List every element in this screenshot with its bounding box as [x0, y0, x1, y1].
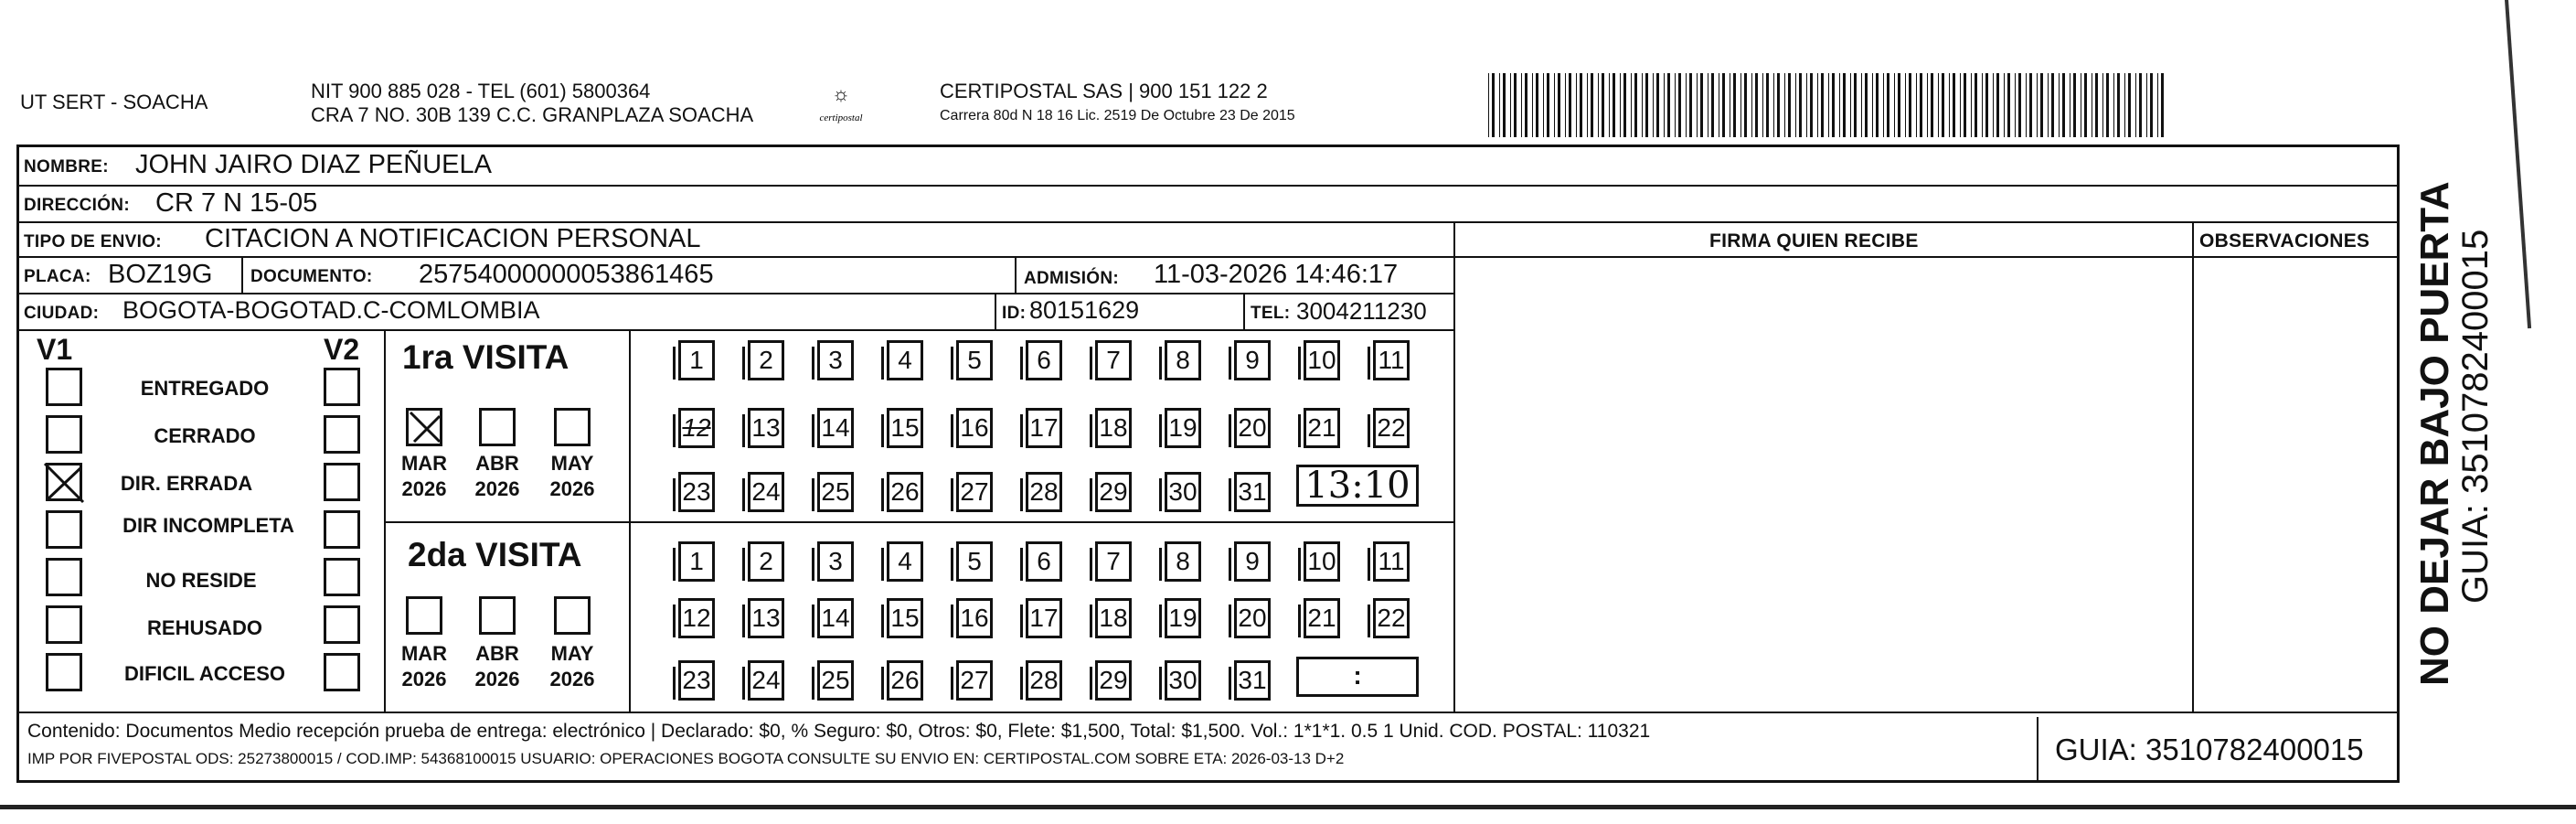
barcode-bar: [1558, 73, 1560, 137]
barcode-bar: [1850, 73, 1851, 137]
barcode-bar: [1656, 73, 1659, 137]
barcode-bar: [1514, 73, 1517, 137]
first-visit-day-7[interactable]: 7: [1095, 340, 1132, 380]
second-visit-day-4[interactable]: 4: [887, 541, 923, 582]
barcode-bar: [1971, 73, 1972, 137]
barcode-bar: [1832, 73, 1835, 137]
second-visit-day-16[interactable]: 16: [956, 598, 993, 638]
barcode-bar: [1854, 73, 1857, 137]
first-visit-day-8[interactable]: 8: [1165, 340, 1201, 380]
second-visit-day-17[interactable]: 17: [1026, 598, 1062, 638]
barcode-bar: [1795, 73, 1796, 137]
barcode-bar: [2150, 73, 2153, 137]
first-month-may-checkbox[interactable]: [554, 408, 591, 446]
tel-value: 3004211230: [1296, 297, 1427, 325]
first-visit-day-2[interactable]: 2: [748, 340, 784, 380]
first-visit-day-20[interactable]: 20: [1234, 408, 1271, 448]
documento-value: 25754000000053861465: [419, 260, 714, 289]
barcode-bar: [2018, 73, 2021, 137]
divider: [995, 293, 996, 329]
divider: [2192, 221, 2194, 256]
second-visit-day-21[interactable]: 21: [1304, 598, 1340, 638]
barcode-bar: [1744, 73, 1747, 137]
barcode-bar: [1828, 73, 1829, 137]
first-month-mar-checkbox[interactable]: [406, 408, 442, 446]
first-visit-day-9[interactable]: 9: [1234, 340, 1271, 380]
barcode-bar: [1839, 73, 1840, 137]
reason-dir-errada: DIR. ERRADA: [120, 472, 253, 495]
first-visit-day-6[interactable]: 6: [1026, 340, 1062, 380]
first-visit-day-17[interactable]: 17: [1026, 408, 1062, 448]
barcode-bar: [1536, 73, 1538, 137]
first-visit-day-31[interactable]: 31: [1234, 472, 1271, 512]
first-visit-label: 1ra VISITA: [402, 338, 569, 376]
visit-months: [384, 329, 631, 712]
nit-line: NIT 900 885 028 - TEL (601) 5800364: [311, 80, 651, 102]
barcode-bar: [1667, 73, 1670, 137]
barcode-bar: [1755, 73, 1758, 137]
first-visit-day-5[interactable]: 5: [956, 340, 993, 380]
barcode-bar: [1982, 73, 1983, 137]
barcode-bar: [1777, 73, 1780, 137]
second-visit-day-7[interactable]: 7: [1095, 541, 1132, 582]
license-line: Carrera 80d N 18 16 Lic. 2519 De Octubre 23 De 2015: [940, 108, 1295, 123]
second-month-mar-checkbox[interactable]: [406, 596, 442, 635]
id-value: 80151629: [1029, 296, 1140, 324]
direccion-value: CR 7 N 15-05: [155, 188, 318, 218]
first-visit-day-22[interactable]: 22: [1373, 408, 1410, 448]
second-month-abr-label: ABR: [475, 642, 519, 665]
first-year-mar-label: 2026: [401, 477, 447, 500]
barcode-bar: [1975, 73, 1977, 137]
barcode-bar: [1525, 73, 1528, 137]
barcode-bar: [2015, 73, 2016, 137]
first-year-may-label: 2026: [549, 477, 595, 500]
second-visit-day-8[interactable]: 8: [1165, 541, 1201, 582]
barcode-bar: [1576, 73, 1577, 137]
first-visit-day-12[interactable]: 12: [678, 408, 715, 448]
second-month-may-label: MAY: [550, 642, 594, 665]
svg-text:☼: ☼: [831, 82, 851, 105]
admision-label: ADMISIÓN:: [1024, 269, 1120, 288]
barcode-bar: [1620, 73, 1621, 137]
second-visit-day-29[interactable]: 29: [1095, 660, 1132, 701]
first-visit-time[interactable]: 13:10: [1296, 465, 1419, 507]
v2-checkbox-cerrado[interactable]: [324, 415, 360, 454]
barcode-bar: [1920, 73, 1922, 137]
first-visit-day-23[interactable]: 23: [678, 472, 715, 512]
barcode-bar: [1543, 73, 1544, 137]
observaciones-label: OBSERVACIONES: [2199, 230, 2370, 251]
second-visit-day-30[interactable]: 30: [1165, 660, 1201, 701]
id-label: ID:: [1002, 304, 1027, 323]
first-visit-day-24[interactable]: 24: [748, 472, 784, 512]
ciudad-label: CIUDAD:: [24, 304, 100, 323]
barcode-bar: [1927, 73, 1928, 137]
second-visit-day-2[interactable]: 2: [748, 541, 784, 582]
first-visit-day-11[interactable]: 11: [1373, 340, 1410, 380]
barcode-bar: [2095, 73, 2098, 137]
second-visit-day-10[interactable]: 10: [1304, 541, 1340, 582]
divider: [1015, 256, 1017, 293]
first-year-abr-label: 2026: [474, 477, 520, 500]
barcode-bar: [2102, 73, 2103, 137]
first-visit-day-16[interactable]: 16: [956, 408, 993, 448]
second-year-may-label: 2026: [549, 668, 595, 690]
barcode-bar: [1569, 73, 1571, 137]
barcode-bar: [1700, 73, 1703, 137]
barcode-bar: [1532, 73, 1533, 137]
second-visit-day-19[interactable]: 19: [1165, 598, 1201, 638]
barcode-bar: [1521, 73, 1522, 137]
first-month-mar-label: MAR: [400, 452, 448, 475]
first-visit-day-1[interactable]: 1: [678, 340, 715, 380]
first-visit-day-28[interactable]: 28: [1026, 472, 1062, 512]
barcode-bar: [1905, 73, 1906, 137]
divider: [384, 521, 629, 523]
page-edge-bottom: [0, 805, 2576, 809]
barcode-bar: [1602, 73, 1604, 137]
reason-dificil-acceso: DIFICIL ACCESO: [123, 662, 285, 685]
reason-entregado: ENTREGADO: [140, 377, 270, 400]
second-year-abr-label: 2026: [474, 668, 520, 690]
barcode-bar: [2029, 73, 2032, 137]
barcode-bar: [1916, 73, 1917, 137]
imp-line: IMP POR FIVEPOSTAL ODS: 25273800015 / COD.IMP: 54368100015 USUARIO: OPERACIONES BOGOTA CONSULTE SU ENVIO EN: CERTIPOSTAL.COM SOBRE ETA: 2026-03-13 D+2: [27, 750, 1345, 767]
row-direccion: [16, 185, 2400, 223]
row-placa: [16, 256, 1453, 294]
reason-no-reside: NO RESIDE: [145, 569, 257, 592]
first-visit-day-19[interactable]: 19: [1165, 408, 1201, 448]
barcode-bar: [1591, 73, 1593, 137]
barcode-bar: [1675, 73, 1676, 137]
first-visit-day-25[interactable]: 25: [817, 472, 854, 512]
barcode-bar: [1953, 73, 1955, 137]
first-month-abr-label: ABR: [475, 452, 519, 475]
first-visit-day-27[interactable]: 27: [956, 472, 993, 512]
page-edge-right: [2505, 0, 2531, 328]
barcode-bar: [1865, 73, 1868, 137]
first-visit-day-18[interactable]: 18: [1095, 408, 1132, 448]
barcode-bar: [1554, 73, 1555, 137]
barcode-bar: [1631, 73, 1632, 137]
barcode-bar: [1799, 73, 1802, 137]
barcode-bar: [1678, 73, 1681, 137]
second-visit-day-3[interactable]: 3: [817, 541, 854, 582]
barcode-bar: [1634, 73, 1637, 137]
second-visit-day-11[interactable]: 11: [1373, 541, 1410, 582]
side-guia: GUIA: 3510782400015: [2455, 229, 2496, 604]
barcode-bar: [1492, 73, 1495, 137]
barcode-bar: [1623, 73, 1626, 137]
barcode-bar: [1686, 73, 1687, 137]
barcode-bar: [1876, 73, 1879, 137]
direccion-label: DIRECCIÓN:: [24, 196, 130, 215]
second-visit-time[interactable]: :: [1296, 657, 1419, 697]
barcode-bar: [1580, 73, 1582, 137]
barcode-bar: [1598, 73, 1599, 137]
first-visit-day-13[interactable]: 13: [748, 408, 784, 448]
barcode-bar: [2106, 73, 2109, 137]
v2-checkbox-rehusado[interactable]: [324, 605, 360, 644]
row-nombre: [16, 144, 2400, 187]
barcode-bar: [1861, 73, 1862, 137]
barcode-bar: [1806, 73, 1807, 137]
divider: [241, 256, 243, 293]
office-name: UT SERT - SOACHA: [20, 91, 208, 113]
second-month-mar-label: MAR: [400, 642, 448, 665]
barcode: [1488, 73, 2174, 137]
second-visit-day-26[interactable]: 26: [887, 660, 923, 701]
barcode-bar: [1565, 73, 1566, 137]
barcode-bar: [1964, 73, 1966, 137]
observations-area[interactable]: [2194, 256, 2400, 712]
v2-checkbox-no-reside[interactable]: [324, 558, 360, 596]
v2-checkbox-dir-incompleta[interactable]: [324, 510, 360, 549]
divider: [1243, 293, 1245, 329]
first-visit-day-4[interactable]: 4: [887, 340, 923, 380]
tipo-value: CITACION A NOTIFICACION PERSONAL: [205, 224, 701, 253]
barcode-bar: [1996, 73, 1999, 137]
company-line: CERTIPOSTAL SAS | 900 151 122 2: [940, 80, 1268, 102]
second-visit-day-14[interactable]: 14: [817, 598, 854, 638]
barcode-bar: [1689, 73, 1692, 137]
barcode-bar: [1499, 73, 1500, 137]
barcode-bar: [1645, 73, 1648, 137]
barcode-bar: [1942, 73, 1944, 137]
admision-value: 11-03-2026 14:46:17: [1154, 260, 1399, 289]
barcode-bar: [1883, 73, 1884, 137]
second-visit-day-9[interactable]: 9: [1234, 541, 1271, 582]
second-visit-day-23[interactable]: 23: [678, 660, 715, 701]
second-visit-day-18[interactable]: 18: [1095, 598, 1132, 638]
barcode-bar: [2048, 73, 2049, 137]
barcode-bar: [1773, 73, 1774, 137]
barcode-bar: [1898, 73, 1900, 137]
barcode-bar: [1547, 73, 1549, 137]
barcode-bar: [1810, 73, 1813, 137]
barcode-bar: [1722, 73, 1725, 137]
reason-dir-incompleta: DIR INCOMPLETA: [122, 514, 294, 537]
guia-box: GUIA: 3510782400015: [2037, 717, 2399, 783]
v1-label: V1: [37, 333, 73, 366]
firma-label: FIRMA QUIEN RECIBE: [1709, 230, 1919, 251]
signature-header: [1453, 221, 2400, 258]
second-visit-day-31[interactable]: 31: [1234, 660, 1271, 701]
barcode-bar: [1993, 73, 1994, 137]
barcode-bar: [2084, 73, 2087, 137]
second-visit-day-28[interactable]: 28: [1026, 660, 1062, 701]
barcode-bar: [1909, 73, 1911, 137]
tipo-label: TIPO DE ENVIO:: [24, 232, 162, 251]
ciudad-value: BOGOTA-BOGOTAD.C-COMLOMBIA: [122, 296, 540, 324]
second-visit-day-13[interactable]: 13: [748, 598, 784, 638]
status-section: [16, 329, 386, 712]
v2-label: V2: [324, 333, 360, 366]
second-month-abr-checkbox[interactable]: [479, 596, 516, 635]
placa-value: BOZ19G: [108, 260, 213, 289]
barcode-bar: [1642, 73, 1643, 137]
certipostal-logo: [814, 80, 868, 126]
first-visit-day-26[interactable]: 26: [887, 472, 923, 512]
second-visit-day-24[interactable]: 24: [748, 660, 784, 701]
barcode-bar: [2073, 73, 2076, 137]
barcode-bar: [1503, 73, 1506, 137]
barcode-bar: [1664, 73, 1665, 137]
second-visit-day-22[interactable]: 22: [1373, 598, 1410, 638]
barcode-bar: [2124, 73, 2125, 137]
barcode-bar: [1510, 73, 1511, 137]
barcode-bar: [1887, 73, 1889, 137]
barcode-bar: [2037, 73, 2038, 137]
barcode-bar: [1751, 73, 1752, 137]
reason-cerrado: CERRADO: [154, 424, 256, 447]
barcode-bar: [1733, 73, 1736, 137]
v2-checkbox-dificil-acceso[interactable]: [324, 653, 360, 691]
documento-label: DOCUMENTO:: [250, 267, 373, 286]
barcode-bar: [2026, 73, 2027, 137]
first-month-abr-checkbox[interactable]: [479, 408, 516, 446]
nombre-label: NOMBRE:: [24, 157, 109, 177]
barcode-bar: [1949, 73, 1950, 137]
first-visit-day-15[interactable]: 15: [887, 408, 923, 448]
barcode-bar: [1766, 73, 1769, 137]
second-visit-day-5[interactable]: 5: [956, 541, 993, 582]
v2-checkbox-entregado[interactable]: [324, 368, 360, 406]
first-visit-day-10[interactable]: 10: [1304, 340, 1340, 380]
barcode-bar: [1894, 73, 1895, 137]
barcode-bar: [2135, 73, 2136, 137]
first-month-may-label: MAY: [550, 452, 594, 475]
barcode-bar: [2113, 73, 2114, 137]
barcode-bar: [1843, 73, 1846, 137]
barcode-bar: [1938, 73, 1939, 137]
first-visit-day-21[interactable]: 21: [1304, 408, 1340, 448]
barcode-bar: [2128, 73, 2131, 137]
signature-area[interactable]: [1453, 256, 2192, 712]
second-visit-day-25[interactable]: 25: [817, 660, 854, 701]
barcode-bar: [2040, 73, 2043, 137]
barcode-bar: [1872, 73, 1873, 137]
barcode-bar: [1488, 73, 1489, 137]
first-visit-day-14[interactable]: 14: [817, 408, 854, 448]
second-visit-label: 2da VISITA: [408, 536, 582, 573]
row-tipo: [16, 221, 1453, 258]
barcode-bar: [2139, 73, 2142, 137]
barcode-bar: [1613, 73, 1615, 137]
barcode-bar: [2161, 73, 2164, 137]
contenido-line: Contenido: Documentos Medio recepción prueba de entrega: electrónico | Declarado: $0, % Seguro: $0, Otros: $0, Flete: $1,500, Total: $1,500. Vol.: 1*1*1. 0.5 1 Unid. COD. POSTAL: 110321: [27, 721, 1651, 742]
second-visit-day-27[interactable]: 27: [956, 660, 993, 701]
barcode-bar: [1653, 73, 1654, 137]
barcode-bar: [1762, 73, 1763, 137]
barcode-bar: [1931, 73, 1933, 137]
first-visit-day-3[interactable]: 3: [817, 340, 854, 380]
second-visit-day-15[interactable]: 15: [887, 598, 923, 638]
barcode-bar: [1985, 73, 1988, 137]
barcode-bar: [2146, 73, 2147, 137]
placa-label: PLACA:: [24, 267, 91, 286]
check-mark-icon: [405, 407, 445, 447]
barcode-bar: [1817, 73, 1818, 137]
side-no-dejar: NO DEJAR BAJO PUERTA: [2412, 181, 2457, 686]
second-month-may-checkbox[interactable]: [554, 596, 591, 635]
first-visit-day-29[interactable]: 29: [1095, 472, 1132, 512]
divider: [16, 712, 2400, 713]
second-visit-day-12[interactable]: 12: [678, 598, 715, 638]
barcode-bar: [2051, 73, 2054, 137]
barcode-bar: [2062, 73, 2065, 137]
barcode-bar: [1587, 73, 1588, 137]
nombre-value: JOHN JAIRO DIAZ PEÑUELA: [135, 150, 492, 179]
v2-checkbox-dir-errada[interactable]: [324, 463, 360, 501]
tel-label: TEL:: [1251, 304, 1291, 323]
reason-rehusado: REHUSADO: [147, 616, 262, 639]
address-line: CRA 7 NO. 30B 139 C.C. GRANPLAZA SOACHA: [311, 103, 754, 126]
first-visit-day-30[interactable]: 30: [1165, 472, 1201, 512]
barcode-bar: [2117, 73, 2120, 137]
barcode-bar: [2004, 73, 2005, 137]
second-visit-day-20[interactable]: 20: [1234, 598, 1271, 638]
barcode-bar: [2059, 73, 2060, 137]
barcode-bar: [2157, 73, 2158, 137]
barcode-bar: [1788, 73, 1791, 137]
barcode-bar: [1784, 73, 1785, 137]
row-ciudad: [16, 293, 1453, 331]
barcode-bar: [1697, 73, 1698, 137]
second-visit-day-6[interactable]: 6: [1026, 541, 1062, 582]
svg-text:certipostal: certipostal: [819, 112, 863, 123]
barcode-bar: [1740, 73, 1741, 137]
barcode-bar: [1609, 73, 1610, 137]
second-year-mar-label: 2026: [401, 668, 447, 690]
barcode-bar: [1711, 73, 1714, 137]
second-visit-day-1[interactable]: 1: [678, 541, 715, 582]
barcode-bar: [1960, 73, 1961, 137]
barcode-bar: [2007, 73, 2010, 137]
barcode-bar: [1821, 73, 1824, 137]
